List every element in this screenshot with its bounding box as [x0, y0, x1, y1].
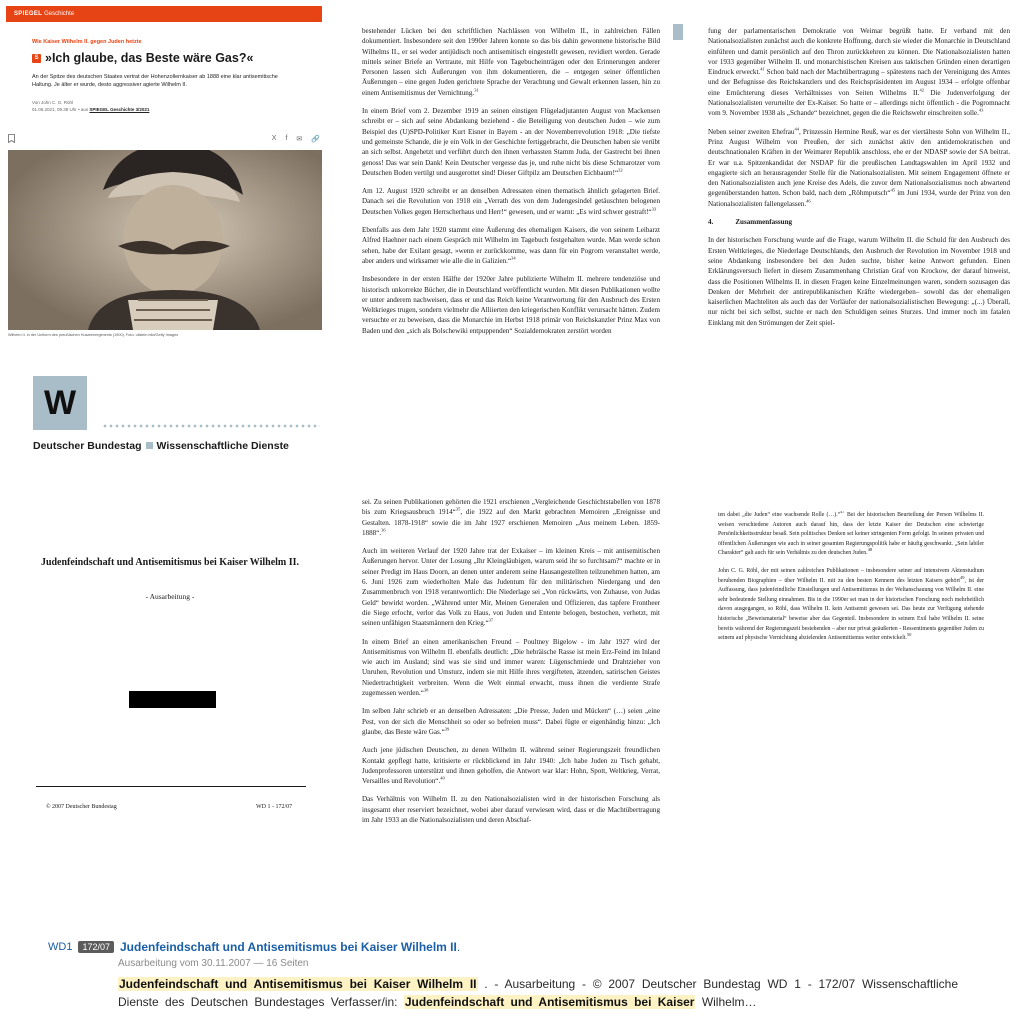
paragraph: In einem Brief an einen amerikanischen Freund – Poultney Bigelow - im Jahr 1927 wird der Antisemitismus von Wilhelm II. ebenfalls deutlich: „Die hebräische Rasse ist mein Erz-Feind im Inland wie auch im Ausland; sind was sie sind und immer waren: Lügenschmiede und Drahtzieher von Unruhen, Revolution und Umsturz, indem sie mit Hilfe ihres vergifteten, ätzenden, satirischen Geistes Niedertrachtigkeit verbreiten. Wenn die Welt einmal erwacht, muss ihnen die verdiente Strafe zugemessen werden.“$^{38}$: [362, 637, 660, 698]
spiegel-article-panel: [6, 6, 322, 342]
paragraph: In der historischen Forschung wurde auf die Frage, warum Wilhelm II. die Schuld für den Ausbruch des Ersten Weltkrieges, die Niederlage Deutschlands, den Ausbruch der Revolution im November 1918 und seine Abdankung insbesondere bei den Juden suchte, bisher keine Antwort gefunden. Einen Erklärungsversuch liefert in diesem Zusammenhang Christian Graf von Krockow, der darauf hinweist, dass die Positionen Wilhelms II. in diesen Fragen keine Einzelmeinungen waren, sondern sozusagen das Denken der Mehrheit der antirepublikanischen Kräfte wiedergeben– sowohl das der ehemaligen kaiserlichen Machteliten als auch das der Vorläufer der nationalsozialistischen Bewegung: „(...) Überall, nur nicht bei sich selbst, suchte er nach den Schuldigen seines Sturzes. Und immer noch im fatalen Einklang mit den Strömungen der Zeit spiel-: [708, 236, 1010, 327]
paragraph: Insbesondere in der ersten Hälfte der 1920er Jahre publizierte Wilhelm II. mehrere tendenziöse und historisch unkorrekte Bücher, die in Deutschland veröffentlicht wurden. Mit diesen Publikationen wollte er unter anderem nachweisen, dass er und das Reich keine Verantwortung für den Ausbruch des Ersten Weltkrieges trugen, sondern vielmehr die Alliierten den kriegerischen Konflikt verursacht hätten. Zudem versuchte er zu beweisen, dass die Monarchie im Herbst 1918 primär von Reichskanzler Prinz Max von Baden und den „sich als Bolschewiki entpuppenden“ Sozialdemokraten zerstört worden: [362, 275, 660, 335]
article-source-link[interactable]: SPIEGEL Geschichte 3/2021: [89, 107, 150, 112]
spiegel-section-label[interactable]: Geschichte: [44, 11, 75, 17]
photo-caption: Wilhelm II. in der Uniform des preußischen Husarenregiments (1900). Foto: ullstein bild/Getty Images: [8, 333, 179, 337]
paragraph: John C. G. Röhl, der mit seinen zahlreichen Publikationen – insbesondere seiner auf intensivem Aktenstudium beruhenden Biographien – über Wilhelm II. mit zu den besten Kennern des letzten Kaisers gehört$^{49}$, ist der Auffassung, dass judenfeindliche Einstellungen und Antisemitismus in der Weltanschauung von Wilhelm II. eine sehr bedeutende Stellung einnahmen. Bis in die 1990er sei man in der historischen Forschung noch mehrheitlich davon ausgegangen, so Röhl, dass Wilhelm II. kein Antisemit gewesen sei. Das heute zur Verfügung stehende historische „Beweismaterial“ beweise aber das Gegenteil. Insbesondere in seinem Exil habe Wilhelm II. seine bereits während der Regierungszeit bestehenden – aber nur privat geäußerten - Ressentiments gegenüber Juden zu seinem auf physische Vernichtung abzielenden Antisemitismus weiter entwickelt.$^{50}$: [718, 567, 984, 642]
page-edge-marker: [673, 24, 683, 40]
wd-organization: [33, 440, 289, 452]
article-kicker: Wie Kaiser Wilhelm II. gegen Juden hetzte: [32, 39, 142, 45]
result-title-link[interactable]: Judenfeindschaft und Antisemitismus bei Kaiser Wilhelm II.: [119, 940, 461, 954]
paragraph: Ebenfalls aus dem Jahr 1920 stammt eine Äußerung des ehemaligen Kaisers, die von seinem Leibarzt Alfred Haehner nach einem Gespräch mit Wilhelm im Tagebuch festgehalten wurde. Man werde schon sehen, habe der Exilant gesagt, »wenn er zurückkomme, was dann für ein Pogrom veranstaltet werde, aber anders und wirksamer wie alle die in Galizien.“$^{34}$: [362, 226, 660, 265]
document-page-text-3: [362, 497, 660, 934]
paragraph: Das Verhältnis von Wilhelm II. zu den Nationalsozialisten wird in der historischen Forschung als insgesamt eher reserviert bezeichnet, wobei aber darauf verwiesen wird, dass er die Machtübertragung im Jahr 1933 an die Nationalsozialisten und deren Abschaf-: [362, 795, 660, 825]
paragraph: bestehender Lücken bei den schriftlichen Nachlässen von Wilhelm II., in zahlreichen Fällen dokumentiert. Insbesondere seit den 1990er Jahren konnte so das bis dahin gewonnene historische Bild Wilhelms II., er sei weder antijüdisch noch antisemitisch eingestellt gewesen, revidiert werden. Gerade mittels seiner Briefe an Vertraute, mit Hilfe von Tagebucheinträgen oder den Erinnerungen anderer Personen lassen sich Äußerungen von ihm dokumentieren, die – entgegen seiner öffentlichen Äußerungen – eine gegen Juden gerichtete Sprache der Verachtung und Gewalt erkennen lassen, hin zu einem Antisemitismus der Vernichtung.$^{31}$: [362, 27, 660, 97]
result-number-badge: 172/07: [78, 941, 114, 953]
result-meta: Ausarbeitung vom 30.11.2007 — 16 Seiten: [118, 958, 309, 969]
paragraph: Auch im weiteren Verlauf der 1920 Jahre trat der Exkaiser – im kleinen Kreis – mit antisemitischen Äußerungen hervor. Unter der Losung „Ihr Kleingläubigen, warum seid ihr so furchtsam?“ machte er in seiner Predigt im Haus Doorn, an denen unter anderem seine Hausangestellten teilzunehmen hatten, am 6. Juni 1926 zum wiederholten Male das Judentum für den militärischen Niedergang und den Zusammenbruch von 1918 verantwortlich: Die Niederlage sei „Von rückwärts, von Zuhause, von Judas Geld“ bewirkt worden. „Während unter Mir, Meinen Generalen und Offizieren, das tapfere Frontheer die Siege erfocht, verlor das Volk zu Haus, von Juden und Entente belogen, bestochen, verhetzt, mit seinen unfähigen Staatsmännern den Krieg.“$^{37}$: [362, 547, 660, 628]
kaiser-wilhelm-photo: [8, 150, 322, 330]
paragraph: In einem Brief vom 2. Dezember 1919 an seinen einstigen Flügeladjutanten August von Mackensen schreibt er – sich auf seine Abdankung beziehend - die Beteiligung von deutschen Juden – wie zum Beispiel des (U)SPD-Politiker Kurt Eisner in Bayern - an der Novemberrevolution 1918: „Die tiefste und gemeinste Schande, die je ein Volk in der Geschichte fertiggebracht, die Deutschen haben sie verübt an sich selbst. Angehetzt und verführt durch den ihnen verhassten Stamm Juda, der Gastrecht bei ihnen genoss! Das war sein Dank! Kein Deutscher vergesse das je, und ruhe nicht bis diese Schmarotzer vom Deutschen Boden vertilgt und ausgerottet sind! Dieser Giftpilz am Deutschen Eichbaum!“$^{32}$: [362, 107, 660, 177]
share-email-icon[interactable]: ✉: [296, 135, 303, 143]
cover-code: WD 1 - 172/07: [256, 804, 293, 810]
bookmark-icon[interactable]: [8, 134, 15, 143]
paragraph: Auch jene jüdischen Deutschen, zu denen Wilhelm II. während seiner Regierungszeit freundlichen Kontakt gepflegt hatte, kritisierte er rückblickend im Jahr 1940: „Ich habe Juden zu Tisch gehabt, Judenprofessoren unterstützt und ihnen geholfen, die Antwort war klar: Hohn, Spott, Weltkrieg, Verrat, Versailles und Revolution“.$^{40}$: [362, 746, 660, 786]
paragraph: sei. Zu seinen Publikationen gehörten die 1921 erschienen „Vergleichende Geschichtstabellen von 1878 bis zum Kriegsausbruch 1914“$^{35}$, die 1922 auf den Markt gebrachten Memoiren „Ereignisse und Gestalten. 1878-1918“ sowie die im Jahr 1927 erschienen Memoiren „Aus meinem Leben. 1859-1888“.$^{36}$: [362, 498, 660, 537]
wd-dot-rule: [102, 423, 320, 429]
section-title: Zusammenfassung: [735, 218, 793, 227]
document-page-text-1: [362, 26, 660, 474]
section-number: 4.: [708, 218, 714, 227]
paragraph: Am 12. August 1920 schreibt er an denselben Adressaten einen thematisch ähnlich gelagerten Brief. Danach sei die Revolution von 1918 ein „Verrath des von dem Judengesindel getäuschten belogenen Deutschen Volkes gegen Herrscherhaus und Herr!“ gewesen, und er warnt: „Es wird schwer gestraft!“$^{33}$: [362, 187, 660, 216]
result-department: WD1: [48, 941, 73, 953]
article-date-source: [32, 106, 322, 113]
article-date: 01.06.2021, 09.38 Uhr: [32, 107, 77, 112]
article-meta: [32, 99, 322, 113]
spiegel-plus-icon: S: [32, 54, 41, 63]
paragraph: fung der parlamentarischen Demokratie von Weimar begrüßt hatte. Er verband mit den Nationalsozialisten zunächst auch die konkrete Hoffnung, durch sie wieder die Monarchie in Deutschland einführen und damit persönlich auf den Thron zurückkehren zu können. Die Nationalsozialisten hatten vor 1933 gegenüber Wilhelm II. und monarchistischen Kreisen aus taktischen Gründen einen derartigen Eindruck erweckt.$^{41}$ Schon bald nach der Machtübertragung – spätestens nach der Vereinigung des Amtes und der Befugnisse des Reichskanzlers und des Reichspräsidenten im August 1934 – erfolgte offenbar eine Ernüchterung dieses Verhältnisses von Seiten Wilhelms II.$^{42}$ Die Judenverfolgung der Nationalsozialisten verurteilte der Ex-Kaiser. So hatte er – allerdings nicht öffentlich - die Pogromnacht vom 9. November 1938 als „Schande“ bezeichnet, gegen die die Reichswehr einschreiten solle.$^{43}$: [708, 27, 1010, 118]
share-facebook-icon[interactable]: f: [285, 135, 288, 142]
article-source-prefix: • aus: [78, 107, 89, 112]
spiegel-logo[interactable]: SPIEGEL: [14, 11, 43, 17]
share-x-icon[interactable]: X: [271, 135, 277, 142]
paragraph: ten dabei „die Juden“ eine wachsende Rolle (…).“$^{47}$ Bei der historischen Beurteilung der Person Wilhelms II. weisen verschiedene Autoren auch darauf hin, dass der letzte Kaiser der Deutschen eine schwierige Persönlichkeitsstruktur besaß. Sein politisches Denken sei keiner stringenten Form gefolgt. In seinen privaten und öffentlichen Äußerungen wie auch in seiner gesamten Regierungspolitik habe er häufig geschwankt. „Sein labiler Charakter“ galt auch für sein Verhältnis zu den deutschen Juden.$^{48}$: [718, 511, 984, 557]
document-page-text-2: [708, 26, 1010, 462]
section-heading: [708, 217, 1010, 227]
wd-org-left: Deutscher Bundestag: [33, 440, 142, 452]
article-author[interactable]: Von John C. G. Röhl: [32, 100, 74, 105]
article-toolbar: [8, 134, 320, 143]
redaction-bar: [129, 691, 216, 708]
square-separator-icon: [146, 442, 153, 449]
spiegel-header-bar: [6, 6, 322, 22]
article-headline-text: »Ich glaube, das Beste wäre Gas?«: [45, 51, 254, 65]
document-page-text-4: [718, 511, 984, 721]
search-result: [0, 936, 1024, 1024]
result-title-row: [48, 940, 460, 954]
cover-title: Judenfeindschaft und Antisemitismus bei Kaiser Wilhelm II.: [40, 557, 300, 568]
article-headline: [32, 51, 322, 65]
cover-copyright: © 2007 Deutscher Bundestag: [46, 804, 117, 810]
paragraph: Neben seiner zweiten Ehefrau$^{44}$, Prinzessin Hermine Reuß, war es der viertälteste Sohn von Wilhelm II., Prinz August Wilhelm von Preußen, der sich zunächst aktiv den antidemokratischen und deutschnationalen Kräften in der Weimarer Republik anschloss, ehe er der NDASP sowie der SA beitrat. Er war u.a. Spitzenkandidat der NSDAP für die preußischen Landtagswahlen im April 1932 und engagierte sich an herausragender Stelle für die Nationalsozialisten. Mit seinem Engagement öffnete er den Nationalsozialisten auch jene Kreise des Adels, die zuvor dem Nationalsozialismus noch abwartend gegenüberstanden hatten. Schon bald, nach dem „Röhmputsch“$^{45}$ im Juni 1934, wurde der Prinz von den Nationalsozialisten fallengelassen.$^{46}$: [708, 126, 1010, 208]
result-snippet: Judenfeindschaft und Antisemitismus bei Kaiser Wilhelm II . - Ausarbeitung - © 2007 Deutscher Bundestag WD 1 - 172/07 Wissenschaftliche Dienste des Deutschen Bundestages Verfasser/in: Judenfeindschaft und Antisemitismus bei Kaiser Wilhelm…: [118, 977, 958, 1009]
article-lead: An der Spitze des deutschen Staates vertrat der Hohenzollernkaiser ab 1888 eine klar antisemitische Haltung. Je älter er wurde, desto aggressiver agierte Wilhelm II.: [32, 74, 278, 88]
share-link-icon[interactable]: 🔗: [311, 135, 320, 143]
cover-subtitle: - Ausarbeitung -: [145, 592, 195, 601]
cover-footer-rule: [36, 786, 306, 787]
paragraph: Im selben Jahr schrieb er an denselben Adressaten: „Die Presse, Juden und Mücken“ (…) seien „eine Pest, von der sich die Menschheit so oder so befreien muss“. Dabei fügte er eigenhändig hinzu: „Ich glaube, das Beste wäre Gas.“$^{39}$: [362, 707, 660, 736]
wd-logo: W: [33, 376, 87, 430]
wd-org-right: Wissenschaftliche Dienste: [156, 440, 289, 452]
